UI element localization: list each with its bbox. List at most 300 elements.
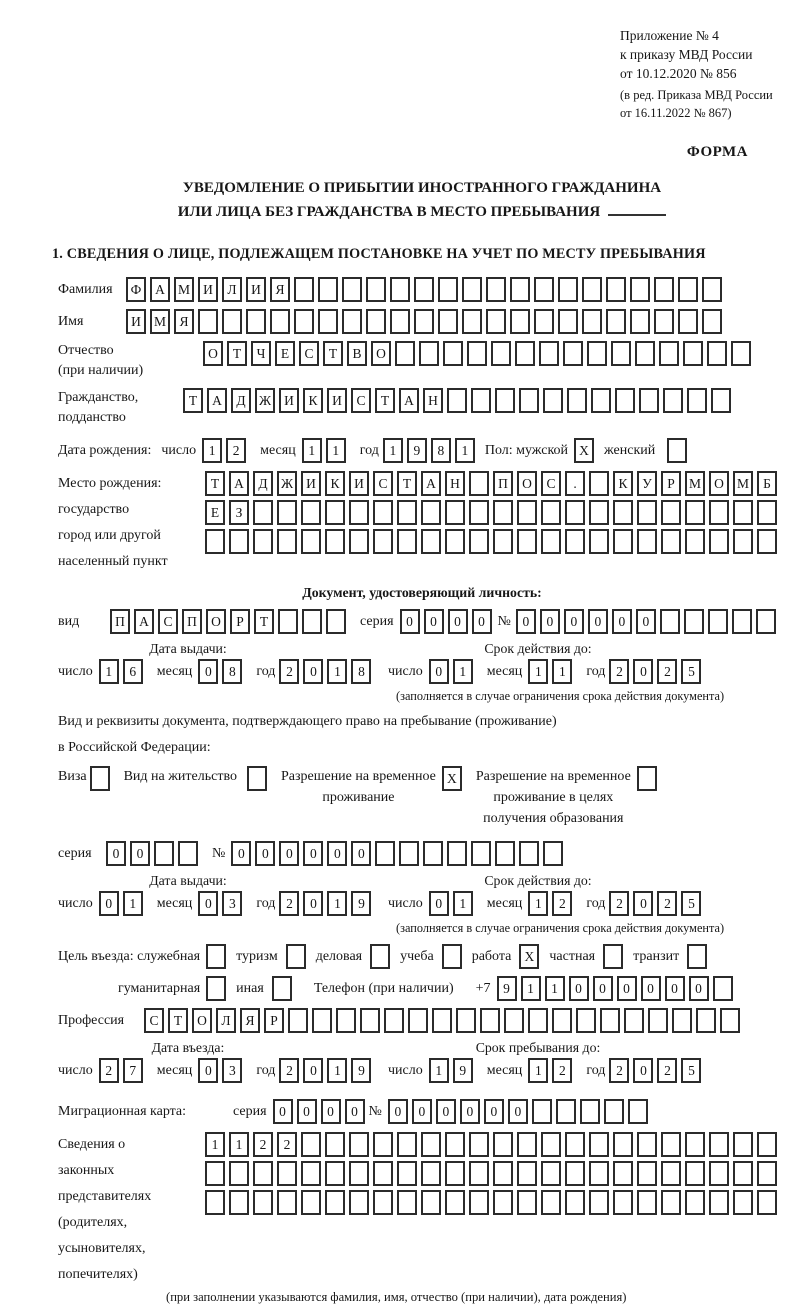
char-cell[interactable]: Р [230,609,250,634]
char-cell[interactable]: Я [174,309,194,334]
char-cell[interactable]: М [174,277,194,302]
char-cell[interactable]: 2 [609,891,629,916]
char-cell[interactable] [582,277,602,302]
char-cell[interactable]: 3 [222,1058,242,1083]
char-cell[interactable]: 0 [564,609,584,634]
char-cell[interactable] [563,341,583,366]
char-cell[interactable]: Д [253,471,273,496]
char-cell[interactable] [637,500,657,525]
char-cell[interactable] [301,500,321,525]
char-cell[interactable] [637,1132,657,1157]
char-cell[interactable]: 0 [255,841,275,866]
char-cell[interactable]: 0 [540,609,560,634]
char-cell[interactable] [661,1161,681,1186]
char-cell[interactable]: 0 [388,1099,408,1124]
char-cell[interactable] [685,500,705,525]
char-cell[interactable] [253,500,273,525]
char-cell[interactable]: 5 [681,891,701,916]
char-cell[interactable]: Т [183,388,203,413]
char-cell[interactable]: 0 [400,609,420,634]
char-cell[interactable] [397,529,417,554]
char-cell[interactable]: Н [423,388,443,413]
char-cell[interactable]: К [325,471,345,496]
char-cell[interactable] [534,277,554,302]
residence-permit-checkbox[interactable] [247,766,267,791]
char-cell[interactable] [373,500,393,525]
char-cell[interactable] [414,309,434,334]
char-cell[interactable] [684,609,704,634]
purpose-transit-checkbox[interactable] [687,944,707,969]
char-cell[interactable] [683,341,703,366]
char-cell[interactable] [541,529,561,554]
char-cell[interactable] [709,1161,729,1186]
char-cell[interactable] [469,529,489,554]
char-cell[interactable] [469,1132,489,1157]
char-cell[interactable]: 0 [106,841,126,866]
char-cell[interactable]: Б [757,471,777,496]
char-cell[interactable]: 1 [99,659,119,684]
char-cell[interactable] [600,1008,620,1033]
char-cell[interactable] [630,309,650,334]
char-cell[interactable] [654,309,674,334]
char-cell[interactable] [205,1190,225,1215]
char-cell[interactable] [648,1008,668,1033]
char-cell[interactable]: 0 [588,609,608,634]
char-cell[interactable] [366,309,386,334]
char-cell[interactable] [349,500,369,525]
char-cell[interactable] [480,1008,500,1033]
char-cell[interactable] [325,1161,345,1186]
char-cell[interactable] [702,309,722,334]
char-cell[interactable] [519,841,539,866]
char-cell[interactable]: А [399,388,419,413]
char-cell[interactable] [384,1008,404,1033]
char-cell[interactable]: 9 [351,891,371,916]
char-cell[interactable] [685,1190,705,1215]
char-cell[interactable] [456,1008,476,1033]
char-cell[interactable] [469,500,489,525]
char-cell[interactable]: 1 [528,891,548,916]
char-cell[interactable]: 0 [297,1099,317,1124]
char-cell[interactable]: 1 [453,659,473,684]
char-cell[interactable] [757,529,777,554]
char-cell[interactable] [541,500,561,525]
sex-female-checkbox[interactable] [667,438,687,463]
char-cell[interactable] [589,500,609,525]
char-cell[interactable] [541,1132,561,1157]
char-cell[interactable]: Ж [277,471,297,496]
char-cell[interactable] [543,841,563,866]
char-cell[interactable]: В [347,341,367,366]
char-cell[interactable] [301,1161,321,1186]
char-cell[interactable]: 2 [99,1058,119,1083]
char-cell[interactable]: О [203,341,223,366]
char-cell[interactable] [373,529,393,554]
char-cell[interactable]: С [351,388,371,413]
sex-male-checkbox[interactable]: X [574,438,594,463]
char-cell[interactable]: 0 [641,976,661,1001]
char-cell[interactable] [580,1099,600,1124]
char-cell[interactable] [277,529,297,554]
char-cell[interactable] [757,1190,777,1215]
char-cell[interactable]: 0 [633,659,653,684]
char-cell[interactable] [336,1008,356,1033]
char-cell[interactable]: М [150,309,170,334]
char-cell[interactable] [510,277,530,302]
char-cell[interactable]: И [126,309,146,334]
char-cell[interactable] [318,309,338,334]
char-cell[interactable] [604,1099,624,1124]
char-cell[interactable]: 2 [279,891,299,916]
char-cell[interactable]: Е [205,500,225,525]
char-cell[interactable]: 0 [424,609,444,634]
char-cell[interactable] [541,1190,561,1215]
char-cell[interactable]: 0 [460,1099,480,1124]
char-cell[interactable] [288,1008,308,1033]
char-cell[interactable]: 2 [279,659,299,684]
purpose-humanitarian-checkbox[interactable] [206,976,226,1001]
char-cell[interactable]: Я [270,277,290,302]
char-cell[interactable]: 0 [99,891,119,916]
char-cell[interactable]: Т [397,471,417,496]
char-cell[interactable] [576,1008,596,1033]
char-cell[interactable] [711,388,731,413]
char-cell[interactable] [708,609,728,634]
char-cell[interactable] [491,341,511,366]
char-cell[interactable] [639,388,659,413]
char-cell[interactable] [696,1008,716,1033]
char-cell[interactable] [294,309,314,334]
char-cell[interactable] [539,341,559,366]
char-cell[interactable]: 9 [453,1058,473,1083]
char-cell[interactable] [613,500,633,525]
char-cell[interactable]: 0 [569,976,589,1001]
char-cell[interactable]: 1 [327,891,347,916]
char-cell[interactable]: И [246,277,266,302]
char-cell[interactable]: 1 [229,1132,249,1157]
char-cell[interactable]: 5 [681,1058,701,1083]
char-cell[interactable]: З [229,500,249,525]
char-cell[interactable]: Р [264,1008,284,1033]
char-cell[interactable]: 0 [273,1099,293,1124]
char-cell[interactable] [301,1132,321,1157]
char-cell[interactable] [421,529,441,554]
char-cell[interactable]: С [158,609,178,634]
char-cell[interactable] [661,500,681,525]
char-cell[interactable]: 6 [123,659,143,684]
char-cell[interactable]: 8 [351,659,371,684]
char-cell[interactable] [733,529,753,554]
char-cell[interactable] [270,309,290,334]
char-cell[interactable] [493,1132,513,1157]
char-cell[interactable] [589,529,609,554]
char-cell[interactable]: 0 [612,609,632,634]
char-cell[interactable]: 2 [552,891,572,916]
char-cell[interactable] [447,841,467,866]
char-cell[interactable] [510,309,530,334]
char-cell[interactable] [349,1161,369,1186]
char-cell[interactable] [469,1161,489,1186]
char-cell[interactable] [565,1161,585,1186]
char-cell[interactable] [445,1161,465,1186]
char-cell[interactable] [399,841,419,866]
char-cell[interactable]: 1 [429,1058,449,1083]
char-cell[interactable] [447,388,467,413]
char-cell[interactable] [720,1008,740,1033]
char-cell[interactable]: С [541,471,561,496]
char-cell[interactable] [756,609,776,634]
char-cell[interactable] [154,841,174,866]
char-cell[interactable] [445,529,465,554]
char-cell[interactable] [709,500,729,525]
char-cell[interactable] [532,1099,552,1124]
char-cell[interactable] [615,388,635,413]
char-cell[interactable]: 1 [123,891,143,916]
char-cell[interactable]: 1 [205,1132,225,1157]
char-cell[interactable]: 7 [123,1058,143,1083]
char-cell[interactable]: К [613,471,633,496]
char-cell[interactable] [294,277,314,302]
char-cell[interactable]: 2 [552,1058,572,1083]
purpose-tourism-checkbox[interactable] [286,944,306,969]
char-cell[interactable] [495,841,515,866]
char-cell[interactable]: Л [216,1008,236,1033]
char-cell[interactable]: 1 [521,976,541,1001]
char-cell[interactable]: 0 [198,891,218,916]
char-cell[interactable] [432,1008,452,1033]
purpose-work-checkbox[interactable]: X [519,944,539,969]
char-cell[interactable] [302,609,322,634]
char-cell[interactable] [495,388,515,413]
char-cell[interactable] [558,277,578,302]
char-cell[interactable] [757,1132,777,1157]
char-cell[interactable]: 2 [277,1132,297,1157]
char-cell[interactable] [659,341,679,366]
char-cell[interactable] [277,500,297,525]
char-cell[interactable] [589,1161,609,1186]
char-cell[interactable]: 1 [202,438,222,463]
char-cell[interactable]: 0 [516,609,536,634]
char-cell[interactable]: . [565,471,585,496]
char-cell[interactable]: 0 [198,1058,218,1083]
char-cell[interactable]: 0 [429,659,449,684]
char-cell[interactable]: 0 [303,841,323,866]
char-cell[interactable] [318,277,338,302]
char-cell[interactable]: С [373,471,393,496]
char-cell[interactable] [471,841,491,866]
char-cell[interactable]: 0 [130,841,150,866]
char-cell[interactable] [757,500,777,525]
char-cell[interactable]: 8 [431,438,451,463]
char-cell[interactable]: 2 [279,1058,299,1083]
char-cell[interactable]: 0 [484,1099,504,1124]
char-cell[interactable] [445,1190,465,1215]
char-cell[interactable]: 2 [657,659,677,684]
char-cell[interactable] [565,1190,585,1215]
char-cell[interactable] [373,1161,393,1186]
char-cell[interactable] [493,1161,513,1186]
char-cell[interactable] [660,609,680,634]
char-cell[interactable] [731,341,751,366]
char-cell[interactable] [421,1132,441,1157]
char-cell[interactable]: 1 [545,976,565,1001]
temp-residence-edu-checkbox[interactable] [637,766,657,791]
char-cell[interactable]: 0 [665,976,685,1001]
char-cell[interactable] [628,1099,648,1124]
char-cell[interactable]: А [207,388,227,413]
char-cell[interactable]: 2 [657,891,677,916]
char-cell[interactable] [325,529,345,554]
char-cell[interactable] [541,1161,561,1186]
char-cell[interactable] [707,341,727,366]
char-cell[interactable] [395,341,415,366]
char-cell[interactable] [733,1161,753,1186]
char-cell[interactable] [613,529,633,554]
char-cell[interactable] [515,341,535,366]
char-cell[interactable] [552,1008,572,1033]
char-cell[interactable] [493,529,513,554]
char-cell[interactable]: 1 [383,438,403,463]
char-cell[interactable]: 0 [412,1099,432,1124]
char-cell[interactable] [414,277,434,302]
char-cell[interactable] [326,609,346,634]
char-cell[interactable]: 1 [528,659,548,684]
char-cell[interactable] [709,529,729,554]
char-cell[interactable] [486,309,506,334]
char-cell[interactable]: К [303,388,323,413]
char-cell[interactable] [543,388,563,413]
char-cell[interactable] [591,388,611,413]
char-cell[interactable] [443,341,463,366]
char-cell[interactable]: П [493,471,513,496]
char-cell[interactable] [360,1008,380,1033]
char-cell[interactable] [589,1132,609,1157]
char-cell[interactable]: 0 [231,841,251,866]
char-cell[interactable] [471,388,491,413]
char-cell[interactable] [325,1132,345,1157]
char-cell[interactable] [493,500,513,525]
char-cell[interactable]: О [709,471,729,496]
char-cell[interactable] [301,1190,321,1215]
char-cell[interactable]: 0 [472,609,492,634]
char-cell[interactable]: М [733,471,753,496]
char-cell[interactable] [534,309,554,334]
char-cell[interactable] [375,841,395,866]
char-cell[interactable]: 0 [593,976,613,1001]
char-cell[interactable] [253,529,273,554]
char-cell[interactable] [587,341,607,366]
char-cell[interactable]: 0 [617,976,637,1001]
char-cell[interactable] [486,277,506,302]
char-cell[interactable] [397,500,417,525]
char-cell[interactable] [565,529,585,554]
char-cell[interactable] [246,309,266,334]
char-cell[interactable] [349,1132,369,1157]
char-cell[interactable] [408,1008,428,1033]
char-cell[interactable] [661,1132,681,1157]
char-cell[interactable] [421,1190,441,1215]
char-cell[interactable] [349,529,369,554]
char-cell[interactable] [661,529,681,554]
char-cell[interactable]: 9 [497,976,517,1001]
char-cell[interactable]: Н [445,471,465,496]
char-cell[interactable] [637,1161,657,1186]
char-cell[interactable]: Т [323,341,343,366]
char-cell[interactable] [517,1190,537,1215]
char-cell[interactable] [301,529,321,554]
char-cell[interactable] [685,1132,705,1157]
purpose-other-checkbox[interactable] [272,976,292,1001]
char-cell[interactable] [589,1190,609,1215]
char-cell[interactable]: 0 [636,609,656,634]
char-cell[interactable] [229,1190,249,1215]
char-cell[interactable] [445,1132,465,1157]
char-cell[interactable]: 0 [448,609,468,634]
char-cell[interactable] [397,1132,417,1157]
char-cell[interactable]: Т [375,388,395,413]
char-cell[interactable]: 1 [327,659,347,684]
char-cell[interactable]: А [134,609,154,634]
char-cell[interactable] [419,341,439,366]
char-cell[interactable] [528,1008,548,1033]
temp-residence-checkbox[interactable]: X [442,766,462,791]
char-cell[interactable] [654,277,674,302]
char-cell[interactable]: Ф [126,277,146,302]
char-cell[interactable]: П [182,609,202,634]
char-cell[interactable]: Ч [251,341,271,366]
char-cell[interactable] [517,529,537,554]
char-cell[interactable]: А [421,471,441,496]
char-cell[interactable]: А [150,277,170,302]
char-cell[interactable]: 1 [326,438,346,463]
char-cell[interactable] [469,1190,489,1215]
char-cell[interactable] [445,500,465,525]
char-cell[interactable] [366,277,386,302]
char-cell[interactable] [687,388,707,413]
purpose-delovaya-checkbox[interactable] [370,944,390,969]
char-cell[interactable] [205,529,225,554]
char-cell[interactable]: 1 [552,659,572,684]
char-cell[interactable] [757,1161,777,1186]
char-cell[interactable]: 0 [303,659,323,684]
char-cell[interactable] [635,341,655,366]
char-cell[interactable] [685,1161,705,1186]
char-cell[interactable] [733,1190,753,1215]
char-cell[interactable] [278,609,298,634]
char-cell[interactable]: Л [222,277,242,302]
char-cell[interactable]: 0 [351,841,371,866]
purpose-study-checkbox[interactable] [442,944,462,969]
char-cell[interactable]: 0 [436,1099,456,1124]
char-cell[interactable]: 1 [455,438,475,463]
char-cell[interactable] [613,1132,633,1157]
char-cell[interactable] [198,309,218,334]
char-cell[interactable] [423,841,443,866]
char-cell[interactable]: М [685,471,705,496]
char-cell[interactable]: С [299,341,319,366]
char-cell[interactable]: 0 [303,891,323,916]
char-cell[interactable] [556,1099,576,1124]
char-cell[interactable] [253,1190,273,1215]
char-cell[interactable]: О [206,609,226,634]
char-cell[interactable]: 0 [198,659,218,684]
char-cell[interactable]: И [349,471,369,496]
char-cell[interactable]: И [198,277,218,302]
char-cell[interactable]: 0 [303,1058,323,1083]
char-cell[interactable] [558,309,578,334]
char-cell[interactable] [613,1190,633,1215]
char-cell[interactable] [709,1132,729,1157]
